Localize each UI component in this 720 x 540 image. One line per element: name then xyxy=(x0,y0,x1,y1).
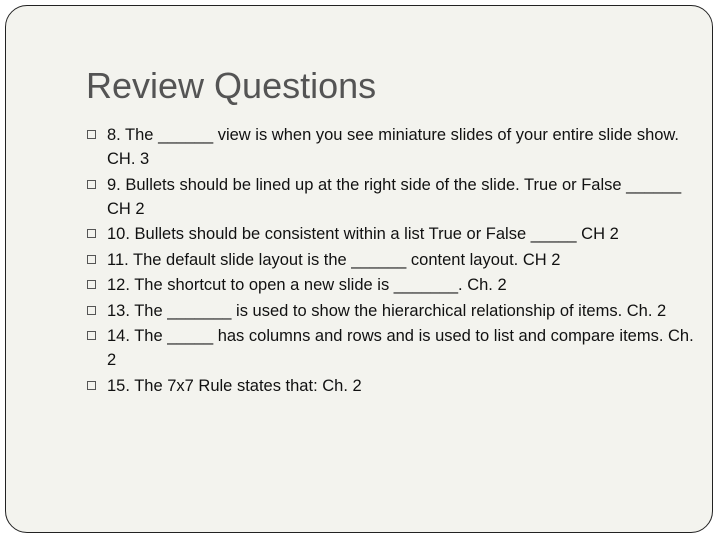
question-text: 10. Bullets should be consistent within a list True or False _____ CH 2 xyxy=(107,225,619,243)
list-item xyxy=(86,248,696,272)
list-item xyxy=(86,273,696,297)
question-text: 14. The _____ has columns and rows and is used to list and compare items. Ch. 2 xyxy=(107,327,694,369)
list-item xyxy=(86,173,696,221)
list-item xyxy=(86,123,696,171)
question-text: 15. The 7x7 Rule states that: Ch. 2 xyxy=(107,376,362,395)
slide-title: Review Questions xyxy=(86,65,377,106)
list-item xyxy=(86,324,696,372)
question-text: 9. Bullets should be lined up at the right side of the slide. True or False ______ CH 2 xyxy=(107,175,682,218)
square-bullet-icon xyxy=(87,229,96,238)
square-bullet-icon xyxy=(87,331,96,340)
slide xyxy=(5,5,713,533)
square-bullet-icon xyxy=(87,381,96,390)
question-list xyxy=(86,123,696,399)
square-bullet-icon xyxy=(87,255,96,264)
square-bullet-icon xyxy=(87,306,96,315)
question-text: 12. The shortcut to open a new slide is _______. Ch. 2 xyxy=(107,276,507,294)
list-item xyxy=(86,299,696,323)
list-item xyxy=(86,374,696,398)
question-text: 8. The ______ view is when you see miniature slides of your entire slide show. CH. 3 xyxy=(107,126,680,168)
question-text: 11. The default slide layout is the ______ content layout. CH 2 xyxy=(107,250,561,269)
question-text: 13. The _______ is used to show the hierarchical relationship of items. Ch. 2 xyxy=(107,301,667,320)
list-item xyxy=(86,222,696,246)
square-bullet-icon xyxy=(87,180,96,189)
square-bullet-icon xyxy=(87,280,96,289)
square-bullet-icon xyxy=(87,130,96,139)
